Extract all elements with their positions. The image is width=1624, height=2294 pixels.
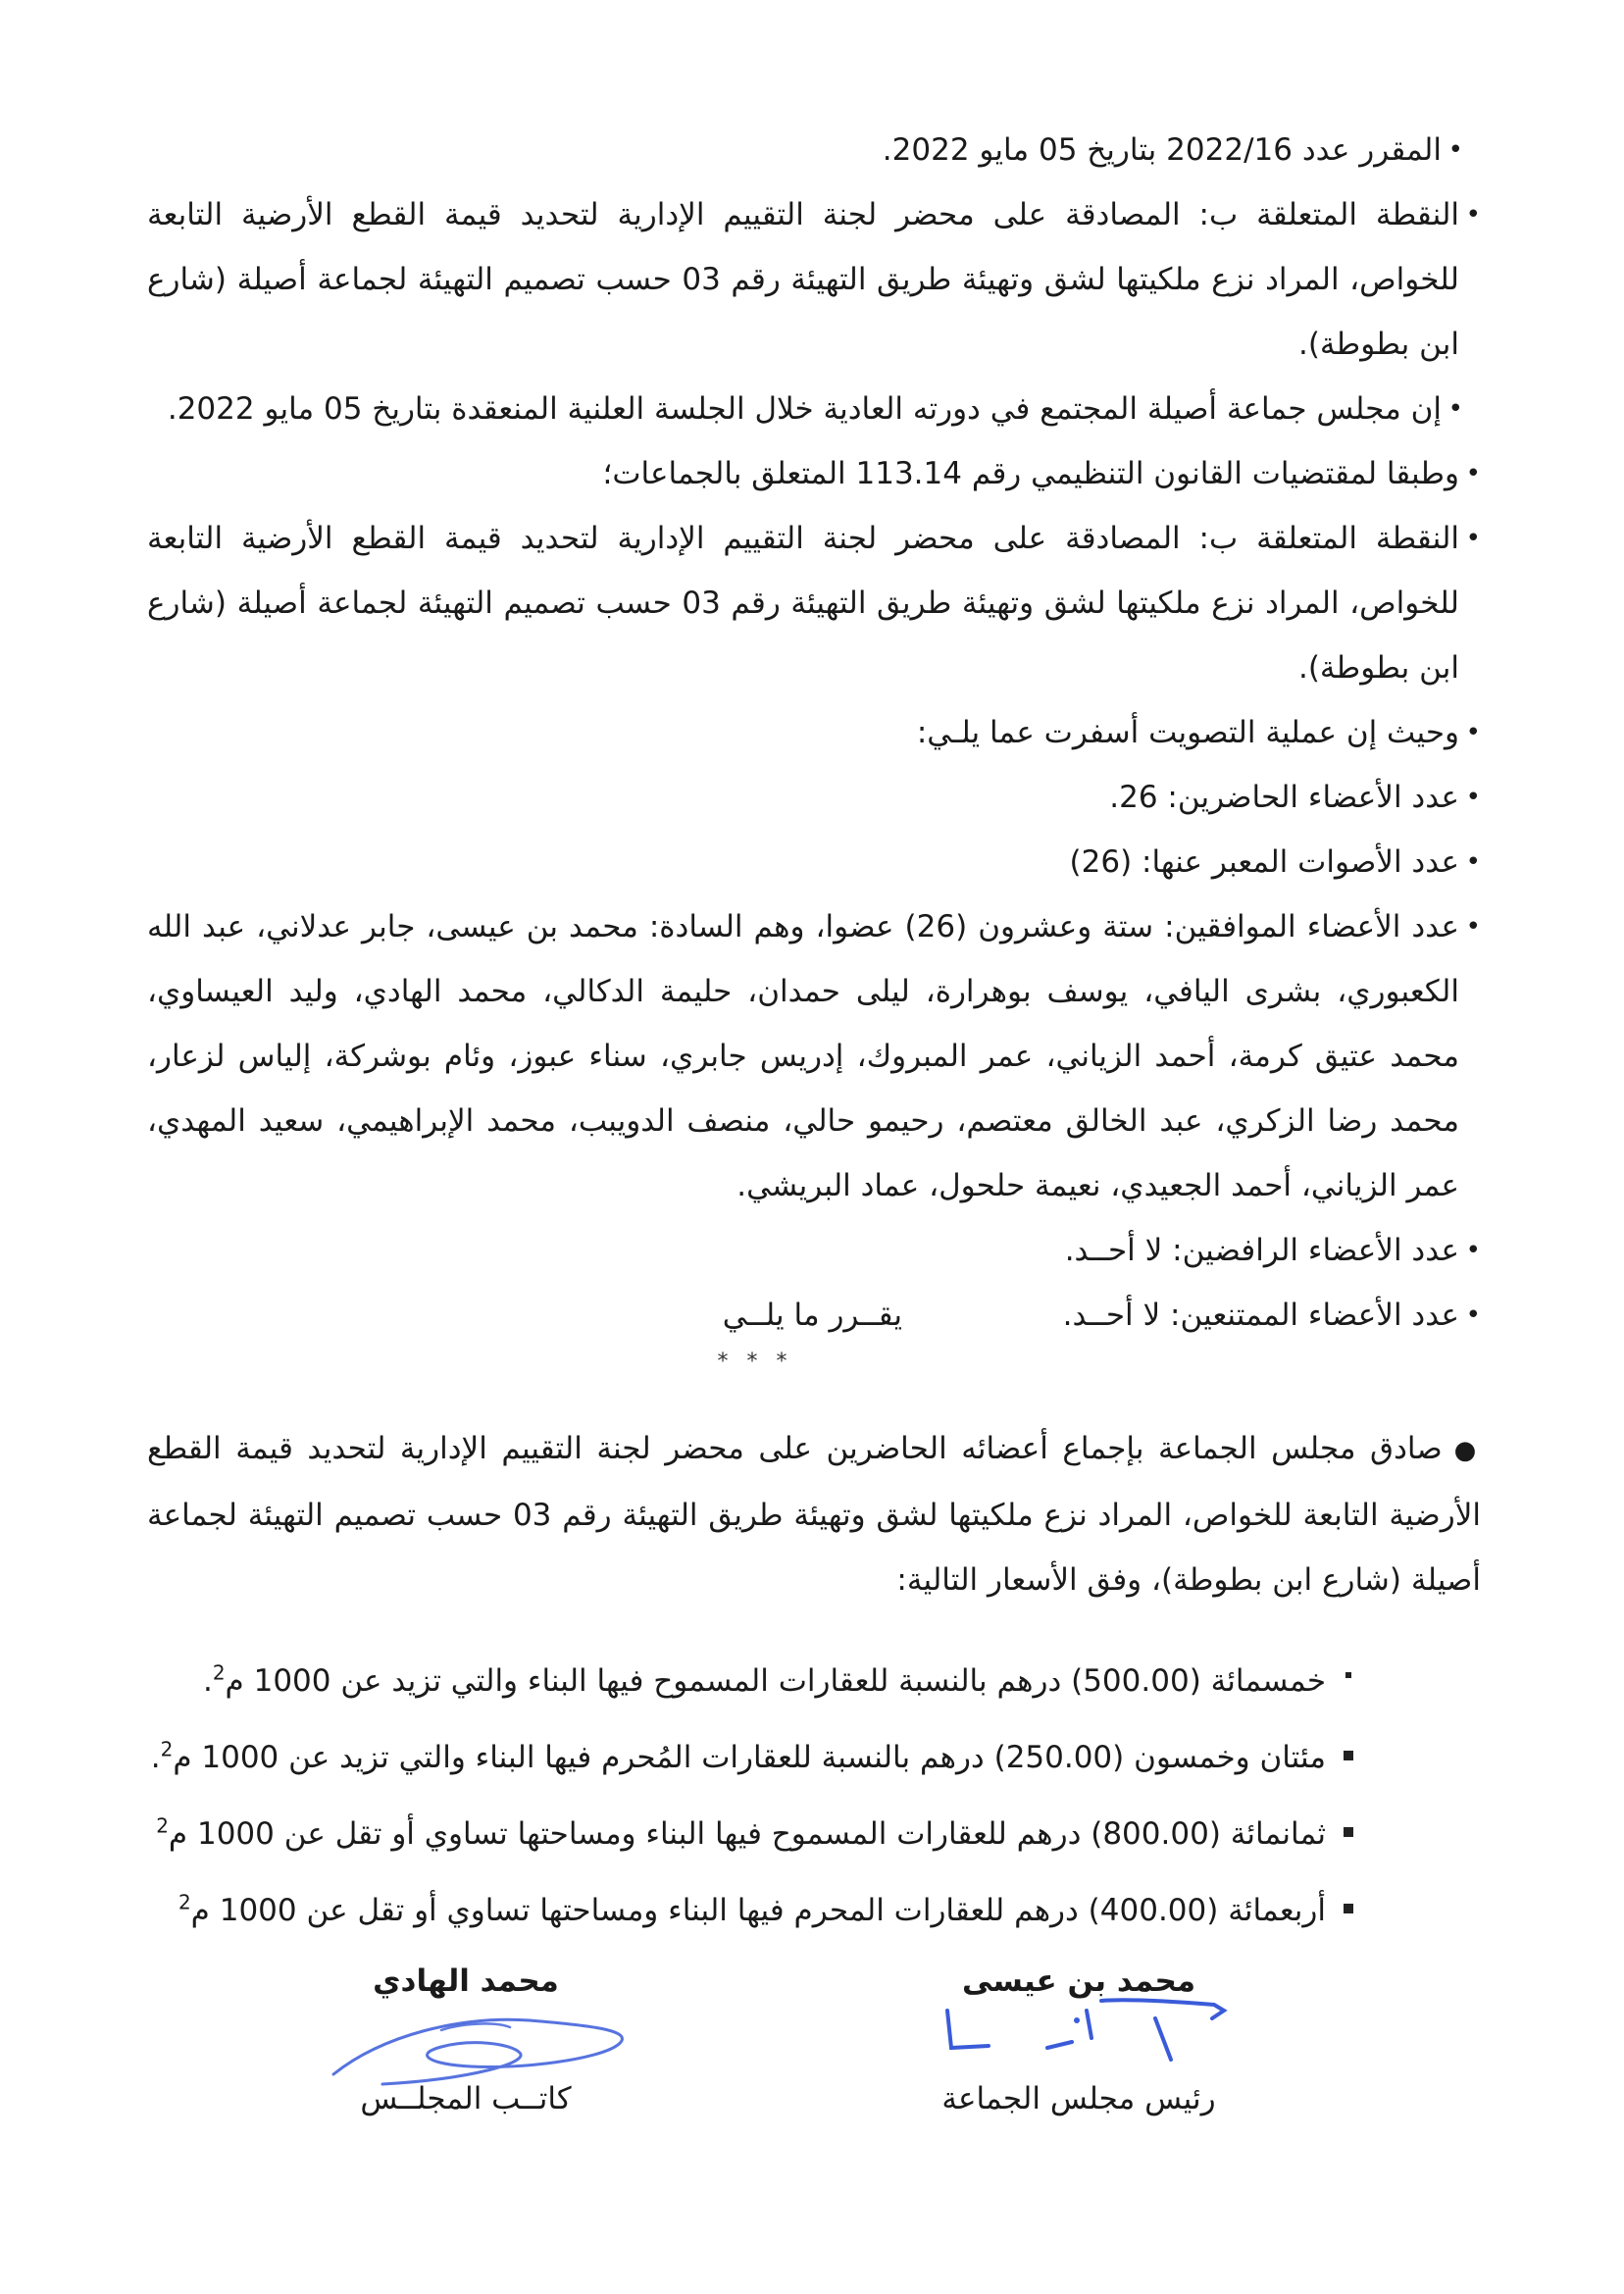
president-name: محمد بن عيسى: [961, 1963, 1196, 1999]
secretary-name: محمد الهادي: [373, 1963, 559, 1999]
unit-exponent: 2: [156, 1813, 169, 1838]
unit-exponent: 2: [160, 1737, 174, 1761]
legal-basis: • وطبقا لمقتضيات القانون التنظيمي رقم 113.14 المتعلق بالجماعات؛: [147, 441, 1481, 506]
agenda-point-1: • النقطة المتعلقة ب: المصادقة على محضر لجنة التقييم الإدارية لتحديد قيمة القطع الأرضية التابعة للخواص، المراد نزع ملكيتها لشق وتهيئة طريق التهيئة رقم 03 حسب تصميم التهيئة لجماعة أصيلة (شارع ابن بطوطة).: [147, 182, 1481, 377]
resolution-paragraph: [147, 1416, 1481, 1612]
vote-present: • عدد الأعضاء الحاضرين: 26.: [147, 765, 1481, 830]
agenda-point-2: • النقطة المتعلقة ب: المصادقة على محضر لجنة التقييم الإدارية لتحديد قيمة القطع الأرضية التابعة للخواص، المراد نزع ملكيتها لشق وتهيئة طريق التهيئة رقم 03 حسب تصميم التهيئة لجماعة أصيلة (شارع ابن بطوطة).: [147, 506, 1481, 700]
price-text: ثمانمائة (800.00) درهم للعقارات المسموح فيها البناء ومساحتها تساوي أو تقل عن 1000 م: [168, 1816, 1326, 1852]
price-text: خمسمائة (500.00) درهم بالنسبة للعقارات المسموح فيها البناء والتي تزيد عن 1000 م: [225, 1663, 1326, 1699]
price-text: مئتان وخمسون (250.00) درهم بالنسبة للعقارات المُحرم فيها البناء والتي تزيد عن 1000 م: [173, 1740, 1326, 1775]
abstainers-line: [147, 1283, 1481, 1348]
resolution-text: صادق مجلس الجماعة بإجماع أعضائه الحاضرين على محضر لجنة التقييم الإدارية لتحديد قيمة القطع الأرضية التابعة للخواص، المراد نزع ملكيتها لشق وتهيئة طريق التهيئة رقم 03 حسب تصميم التهيئة لجماعة أصيلة (شارع ابن بطوطة)، وفق الأسعار التالية:: [147, 1431, 1481, 1598]
bullet-icon: ●: [1453, 1436, 1482, 1465]
square-bullet-icon: [1344, 1751, 1353, 1760]
price-item: [147, 1643, 1353, 1719]
price-item: [147, 1719, 1353, 1796]
price-item: [147, 1796, 1353, 1872]
price-list: [147, 1643, 1481, 1949]
price-text: أربعمائة (400.00) درهم للعقارات المحرم فيها البناء ومساحتها تساوي أو تقل عن 1000 م: [190, 1893, 1326, 1928]
council-session: • إن مجلس جماعة أصيلة المجتمع في دورته العادية خلال الجلسة العلنية المنعقدة بتاريخ 05 مايو 2022.: [147, 377, 1463, 441]
price-end: .: [202, 1663, 213, 1699]
vote-approvers: • عدد الأعضاء الموافقين: ستة وعشرون (26) عضوا، وهم السادة: محمد بن عيسى، جابر عدلاني، عبد الله الكعبوري، بشرى اليافي، يوسف بوهرارة، ليلى حمدان، حليمة الدكالي، محمد الهادي، وليد العيساوي، محمد عتيق كرمة، أحمد الزياني، عمر المبروك، إدريس جابري، سناء عبوز، وئام بوشركة، إلياس لزعار، محمد رضا الزكري، عبد الخالق معتصم، رحيمو حالي، منصف الدويبب، محمد الإبراهيمي، سعيد المهدي، عمر الزياني، أحمد الجعيدي، نعيمة حلحول، عماد البريشي.: [147, 894, 1481, 1218]
vote-rejecters: • عدد الأعضاء الرافضين: لا أحــد.: [147, 1218, 1481, 1283]
vote-intro: • وحيث إن عملية التصويت أسفرت عما يلـي:: [147, 700, 1481, 765]
decides-label: يقــرر ما يلــي: [722, 1298, 902, 1333]
price-end: .: [150, 1740, 161, 1775]
vote-expressed: • عدد الأصوات المعبر عنها: (26): [147, 830, 1481, 894]
unit-exponent: 2: [178, 1890, 191, 1914]
secretary-signature-block: [324, 1957, 608, 2123]
square-bullet-icon: [1345, 1672, 1351, 1678]
square-bullet-icon: [1344, 1904, 1353, 1913]
unit-exponent: 2: [212, 1660, 226, 1685]
decision-reference: • المقرر عدد 2022/16 بتاريخ 05 مايو 2022.: [147, 118, 1463, 182]
separator-stars: * * *: [717, 1350, 793, 1374]
vote-abstainers: • عدد الأعضاء الممتنعين: لا أحــد.: [1063, 1283, 1481, 1348]
president-signature-block: [937, 1957, 1221, 2123]
document-body: [147, 118, 1481, 1949]
square-bullet-icon: [1344, 1827, 1353, 1837]
secretary-role: كاتــب المجلــس: [360, 2081, 572, 2116]
president-role: رئيس مجلس الجماعة: [941, 2081, 1216, 2116]
price-item: [147, 1872, 1353, 1949]
